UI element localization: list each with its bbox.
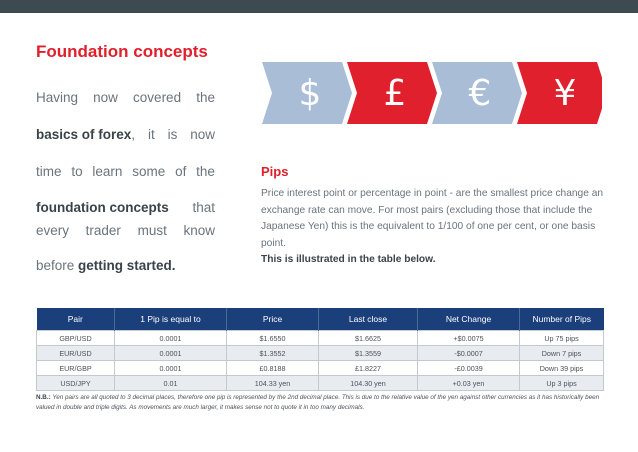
table-cell: Down 7 pips <box>520 346 604 361</box>
intro-word: is <box>167 127 178 142</box>
pips-subtitle: This is illustrated in the table below. <box>261 254 436 265</box>
intro-word: it <box>147 127 155 142</box>
table-cell: £0.8188 <box>227 361 319 376</box>
intro-word: now <box>190 127 215 142</box>
pound-symbol: £ <box>383 73 407 114</box>
dollar-symbol: $ <box>298 73 322 114</box>
intro-word: that <box>192 200 215 215</box>
table-cell: 0.0001 <box>115 346 227 361</box>
yen-symbol: ¥ <box>553 73 577 114</box>
intro-comma: , <box>131 127 136 142</box>
intro-word: now <box>93 90 118 105</box>
intro-word: must <box>137 223 167 238</box>
intro-word: every <box>36 223 70 238</box>
page-heading: Foundation concepts <box>36 42 208 61</box>
intro-line-2 <box>36 125 215 145</box>
intro-word: to <box>71 164 83 179</box>
intro-word: the <box>196 90 215 105</box>
intro-word: the <box>196 164 215 179</box>
intro-bold: getting started. <box>78 258 176 273</box>
table-cell: £1.8227 <box>319 361 418 376</box>
intro-line-3 <box>36 162 215 182</box>
intro-bold: basics of forex <box>36 127 132 142</box>
table-cell: GBP/USD <box>37 331 115 346</box>
intro-word: trader <box>85 223 121 238</box>
column-header: Net Change <box>418 308 520 331</box>
euro-symbol: € <box>468 73 492 114</box>
table-row <box>37 376 604 391</box>
column-header: Number of Pips <box>520 308 604 331</box>
intro-line-1 <box>36 88 215 108</box>
table-cell: EUR/USD <box>37 346 115 361</box>
pips-title: Pips <box>261 164 289 179</box>
intro-line-5 <box>36 221 215 241</box>
table-cell: $1.3559 <box>319 346 418 361</box>
table-cell: $1.6625 <box>319 331 418 346</box>
table-cell: 0.01 <box>115 376 227 391</box>
table-cell: Down 39 pips <box>520 361 604 376</box>
pips-body: Price interest point or percentage in point - are the smallest price change an exchange rate can move. For most pairs (excluding those that include the Japanese Yen) this is the equivalent to 1/100 of one per cent, or one basis point. <box>261 188 604 249</box>
table-cell: USD/JPY <box>37 376 115 391</box>
table-cell: EUR/GBP <box>37 361 115 376</box>
pips-table <box>36 308 604 391</box>
column-header: Last close <box>319 308 418 331</box>
table-cell: +$0.0075 <box>418 331 520 346</box>
footnote <box>36 393 606 412</box>
table-row <box>37 346 604 361</box>
intro-bold: foundation concepts <box>36 200 169 215</box>
table-cell: $1.6550 <box>227 331 319 346</box>
table-cell: +0.03 yen <box>418 376 520 391</box>
table-cell: Up 3 pips <box>520 376 604 391</box>
column-header: 1 Pip is equal to <box>115 308 227 331</box>
intro-word: some <box>132 164 166 179</box>
intro-word: know <box>183 223 215 238</box>
intro-word: of <box>175 164 187 179</box>
intro-phrase <box>36 125 135 145</box>
table-header-row <box>37 308 604 331</box>
intro-line-6 <box>36 256 215 276</box>
table-cell: -£0.0039 <box>418 361 520 376</box>
currency-chevrons <box>262 62 602 124</box>
intro-word: covered <box>133 90 182 105</box>
footnote-text: Yen pairs are all quoted to 3 decimal places, therefore one pip is represented by the 2nd decimal place. This is due to the relative value of the yen against other currencies as it has historically been valued in double and triple digits. As movements are much larger, it makes sense not to quote it in too many decimals. <box>36 394 600 411</box>
column-header: Price <box>227 308 319 331</box>
table-row <box>37 331 604 346</box>
table-cell: $1.3552 <box>227 346 319 361</box>
footnote-label: N.B.: <box>36 394 51 401</box>
table-cell: -$0.0007 <box>418 346 520 361</box>
intro-line-4 <box>36 198 215 218</box>
table-cell: 0.0001 <box>115 331 227 346</box>
table-cell: 104.33 yen <box>227 376 319 391</box>
table-cell: 104.30 yen <box>319 376 418 391</box>
intro-word: before <box>36 258 79 273</box>
pips-description <box>261 186 606 269</box>
table-row <box>37 361 604 376</box>
intro-word: learn <box>92 164 123 179</box>
table-cell: 0.0001 <box>115 361 227 376</box>
intro-word: time <box>36 164 62 179</box>
column-header: Pair <box>37 308 115 331</box>
top-bar <box>0 0 638 13</box>
table-cell: Up 75 pips <box>520 331 604 346</box>
intro-word: Having <box>36 90 79 105</box>
